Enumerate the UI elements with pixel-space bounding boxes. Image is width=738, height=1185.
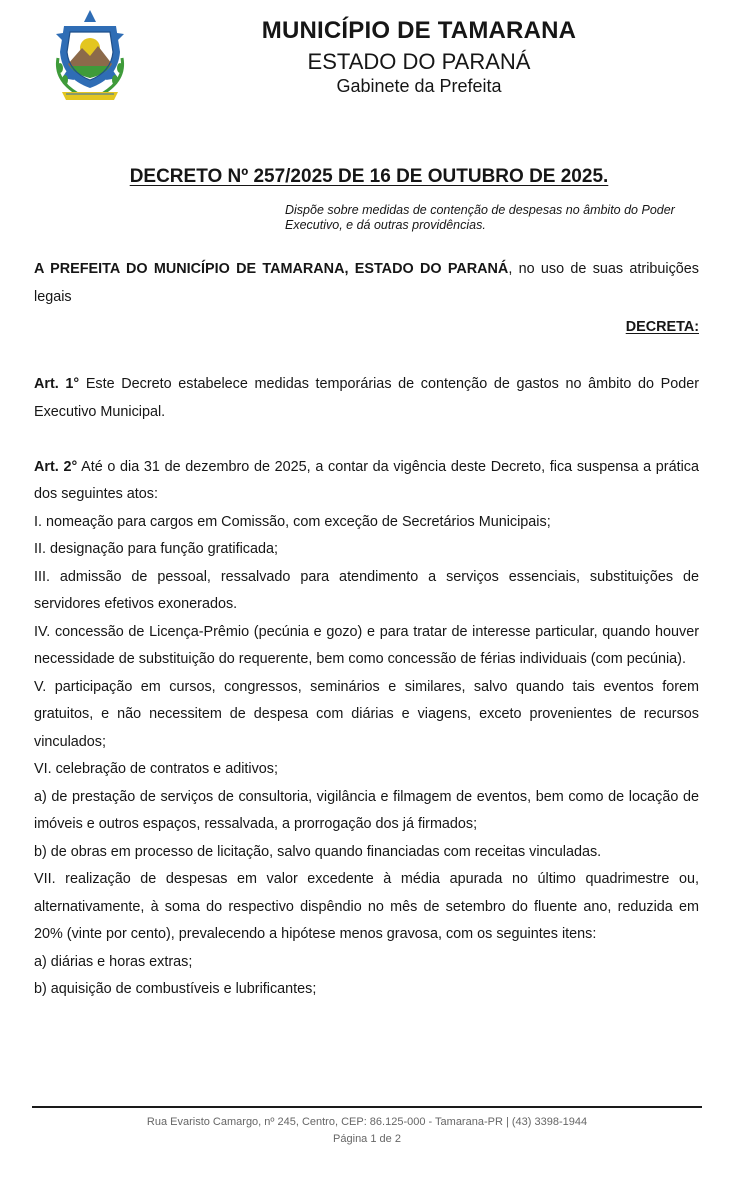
list-item: V. participação em cursos, congressos, seminários e similares, salvo quando tais eventos forem gratuitos, e não necessitem de despesa com diárias e viagens, exceto provenientes de recursos vinculados; <box>34 678 699 750</box>
municipal-crest-logo <box>48 8 132 104</box>
article-1-label: Art. 1° <box>34 376 80 392</box>
article-1 <box>34 371 699 426</box>
preamble <box>34 256 699 311</box>
list-item: VI. celebração de contratos e aditivos; <box>34 761 278 777</box>
preamble-authority: A PREFEITA DO MUNICÍPIO DE TAMARANA, ESTADO DO PARANÁ <box>34 261 509 277</box>
decree-title: DECRETO Nº 257/2025 DE 16 DE OUTUBRO DE 2025. <box>129 166 609 187</box>
article-1-text: Este Decreto estabelece medidas temporárias de contenção de gastos no âmbito do Poder Executivo Municipal. <box>34 376 699 420</box>
decree-summary: Dispõe sobre medidas de contenção de despesas no âmbito do Poder Executivo, e dá outras providências. <box>285 203 675 232</box>
list-item: b) aquisição de combustíveis e lubrificantes; <box>34 981 317 997</box>
office-name: Gabinete da Prefeita <box>336 76 502 96</box>
list-item: IV. concessão de Licença-Prêmio (pecúnia e gozo) e para tratar de interesse particular, quando houver necessidade de substituição do requerente, bem como concessão de férias individuais (com pecúnia). <box>34 623 699 667</box>
article-2-text: Até o dia 31 de dezembro de 2025, a contar da vigência deste Decreto, fica suspensa a prática dos seguintes atos: <box>34 458 699 502</box>
list-item: a) diárias e horas extras; <box>34 953 193 970</box>
footer-address: Rua Evaristo Camargo, nº 245, Centro, CEP: 86.125-000 - Tamarana-PR | (43) 3398-1944 <box>146 1116 588 1128</box>
list-item: I. nomeação para cargos em Comissão, com exceção de Secretários Municipais; <box>34 513 551 530</box>
article-2-label: Art. 2° <box>34 458 78 475</box>
footer-divider <box>32 1106 702 1108</box>
page-number: Página 1 de 2 <box>333 1133 401 1145</box>
municipality-name: MUNICÍPIO DE TAMARANA <box>261 17 577 44</box>
list-item: a) de prestação de serviços de consultoria, vigilância e filmagem de eventos, bem como de locação de imóveis e outros espaços, ressalvada, a prorrogação dos já firmados; <box>34 788 699 832</box>
list-item: II. designação para função gratificada; <box>34 541 279 557</box>
decreta-heading: DECRETA: <box>625 319 699 335</box>
state-name: ESTADO DO PARANÁ <box>307 49 531 74</box>
preamble-text: , no uso de suas atribuições legais <box>34 261 699 305</box>
list-item: III. admissão de pessoal, ressalvado para atendimento a serviços essenciais, substituições de servidores efetivos exonerados. <box>34 568 699 612</box>
list-item: b) de obras em processo de licitação, salvo quando financiadas com receitas vinculadas. <box>34 843 602 860</box>
articles <box>34 371 699 1004</box>
list-item: VII. realização de despesas em valor excedente à média apurada no último quadrimestre ou, alternativamente, à soma do respectivo dispêndio no mês de setembro do fluente ano, reduzida em 20% (vinte por cento), prevalecendo a hipótese menos gravosa, com os seguintes itens: <box>34 871 699 942</box>
article-2 <box>34 454 699 509</box>
